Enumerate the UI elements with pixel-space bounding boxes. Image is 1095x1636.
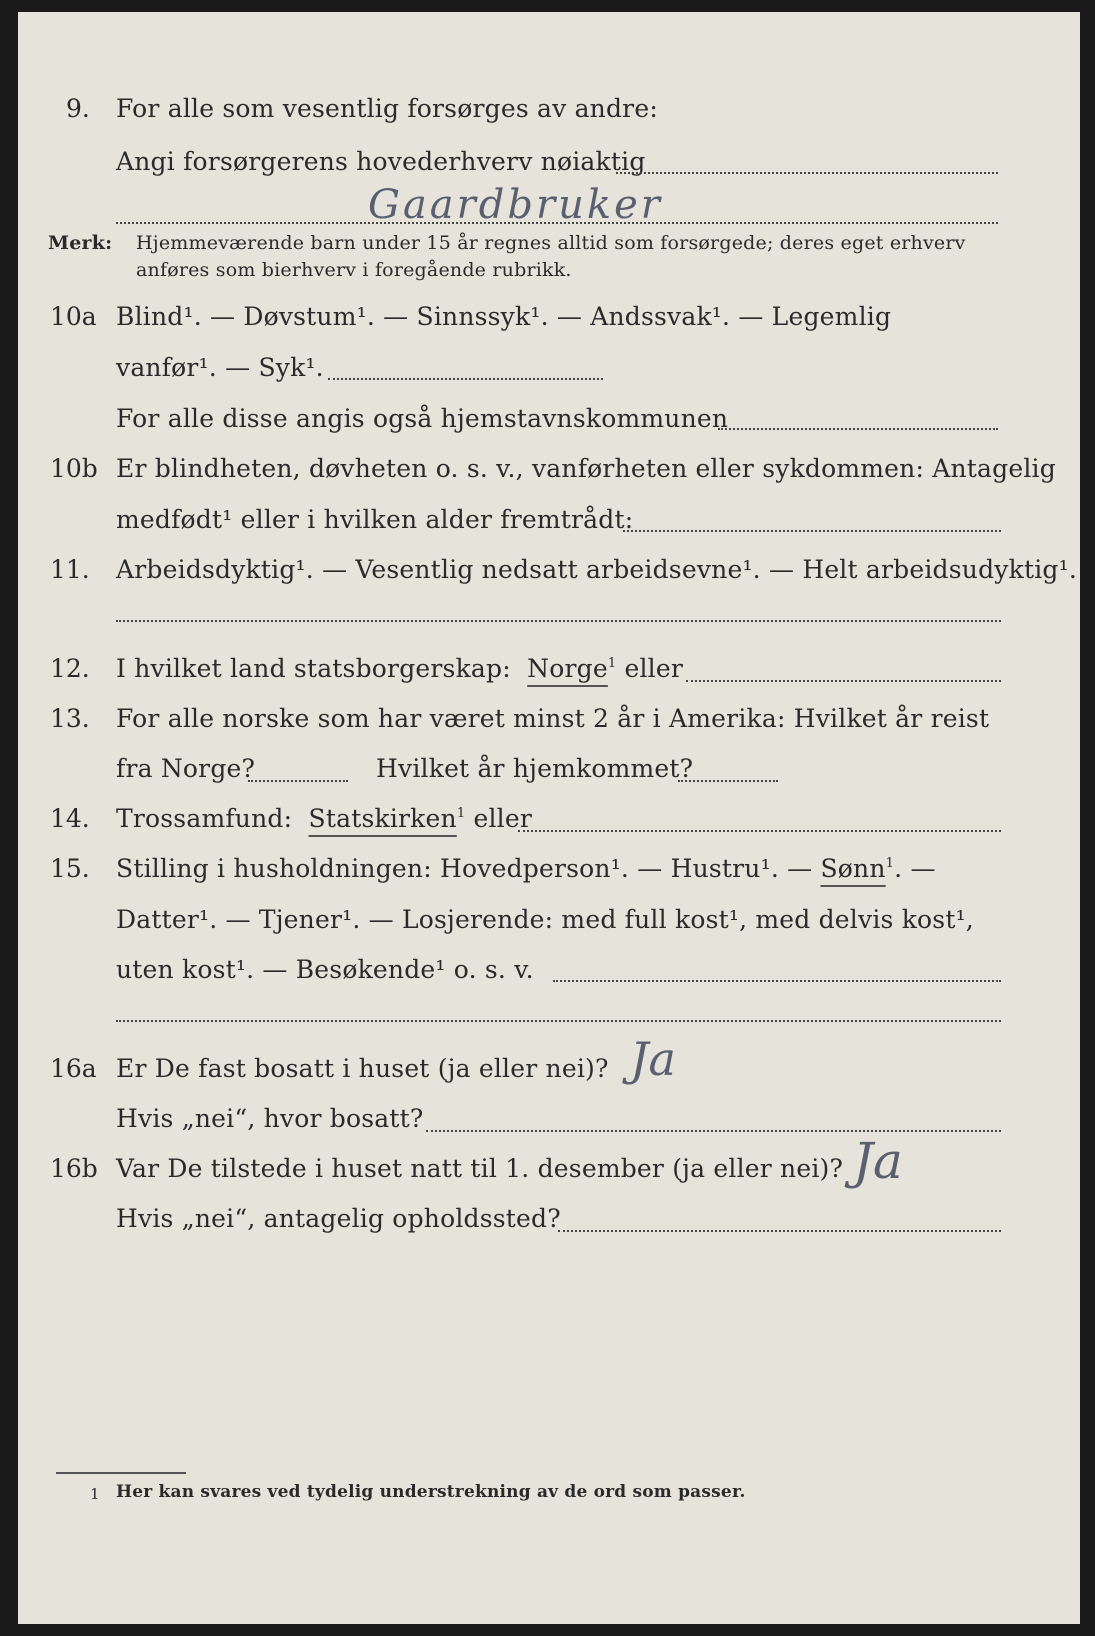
question-9-answer-line-1 [616,172,998,174]
question-12-underlined-answer: Norge [527,654,608,683]
question-15-underlined-answer: Sønn [820,854,886,883]
question-15-line-1: Stilling i husholdningen: Hovedperson¹. — Hustru¹. — Sønn$^1$. — [116,854,936,883]
question-14-answer-line [518,830,1001,832]
question-16a-number: 16a [50,1054,97,1083]
question-12-line: I hvilket land statsborgerskap: Norge$^1$ eller [116,654,684,683]
note-text-line-2: anføres som bierhverv i foregående rubrikk. [136,259,572,281]
census-form-page [18,12,1080,1624]
question-10a-home-municipality-line [718,428,998,430]
question-16b-line-2: Hvis „nei“, antagelig opholdssted? [116,1204,561,1233]
footnote-mark: 1 [90,1485,100,1503]
question-15-line-2: Datter¹. — Tjener¹. — Losjerende: med full kost¹, med delvis kost¹, [116,905,974,934]
note-label: Merk: [48,232,113,254]
question-16b-answer-line [558,1230,1001,1232]
question-14-or: eller [473,804,533,833]
question-10b-answer-line [623,530,1001,532]
footnote-text: Her kan svares ved tydelig understrekning av de ord som passer. [116,1482,746,1502]
question-9-number: 9. [66,94,90,123]
question-14-prompt: Trossamfund: [116,804,293,833]
question-13-return-prompt: Hvilket år hjemkommet? [376,754,694,783]
question-12-number: 12. [50,654,90,683]
question-15-prompt: Stilling i husholdningen: Hovedperson¹. — Hustru¹. — [116,854,813,883]
question-15-number: 15. [50,854,90,883]
question-10b-line-1: Er blindheten, døvheten o. s. v., vanførheten eller sykdommen: Antagelig [116,454,1056,483]
question-11-text: Arbeidsdyktig¹. — Vesentlig nedsatt arbeidsevne¹. — Helt arbeidsudyktig¹. [116,555,1077,584]
question-10a-line-3: For alle disse angis også hjemstavnskommunen [116,404,729,433]
question-11-answer-line [116,620,1001,622]
question-14-line: Trossamfund: Statskirken$^1$ eller [116,804,533,833]
question-15-answer-line-2 [116,1020,1001,1022]
question-9-prompt: Angi forsørgerens hovederhverv nøiaktig [116,147,646,176]
question-16b-handwritten-answer: Ja [853,1132,903,1190]
question-12-or: eller [624,654,684,683]
question-13-departure-prompt: fra Norge? [116,754,256,783]
question-15-line-3: uten kost¹. — Besøkende¹ o. s. v. [116,955,534,984]
question-9-answer-line-2 [116,222,998,224]
question-13-line-1: For alle norske som har været minst 2 år i Amerika: Hvilket år reist [116,704,990,733]
question-16a-answer-line [426,1130,1001,1132]
question-16a-handwritten-answer: Ja [630,1032,676,1086]
question-11-number: 11. [50,555,90,584]
question-10b-number: 10b [50,454,98,483]
question-10a-number: 10a [50,302,97,331]
question-13-departure-year-line [248,780,348,782]
question-12-answer-line [686,680,1001,682]
question-9-text: For alle som vesentlig forsørges av andre: [116,94,658,123]
question-15-line-1-end: . — [894,854,936,883]
question-13-number: 13. [50,704,90,733]
question-12-prompt: I hvilket land statsborgerskap: [116,654,511,683]
question-16a-line-2: Hvis „nei“, hvor bosatt? [116,1104,424,1133]
question-10a-answer-line [328,378,603,380]
question-16b-line-1: Var De tilstede i huset natt til 1. desember (ja eller nei)? [116,1154,844,1183]
question-9-handwritten-answer: Gaardbruker [368,182,663,228]
question-14-underlined-answer: Statskirken [308,804,457,833]
question-13-return-year-line [678,780,778,782]
question-10a-line-1: Blind¹. — Døvstum¹. — Sinnssyk¹. — Andssvak¹. — Legemlig [116,302,892,331]
question-14-number: 14. [50,804,90,833]
footnote-rule [56,1472,186,1474]
note-text-line-1: Hjemmeværende barn under 15 år regnes alltid som forsørgede; deres eget erhverv [136,232,966,254]
question-10b-line-2: medfødt¹ eller i hvilken alder fremtrådt: [116,505,634,534]
question-15-answer-line-1 [553,980,1001,982]
question-16b-number: 16b [50,1154,98,1183]
question-10a-line-2: vanfør¹. — Syk¹. [116,353,324,382]
question-16a-line-1: Er De fast bosatt i huset (ja eller nei)? [116,1054,609,1083]
